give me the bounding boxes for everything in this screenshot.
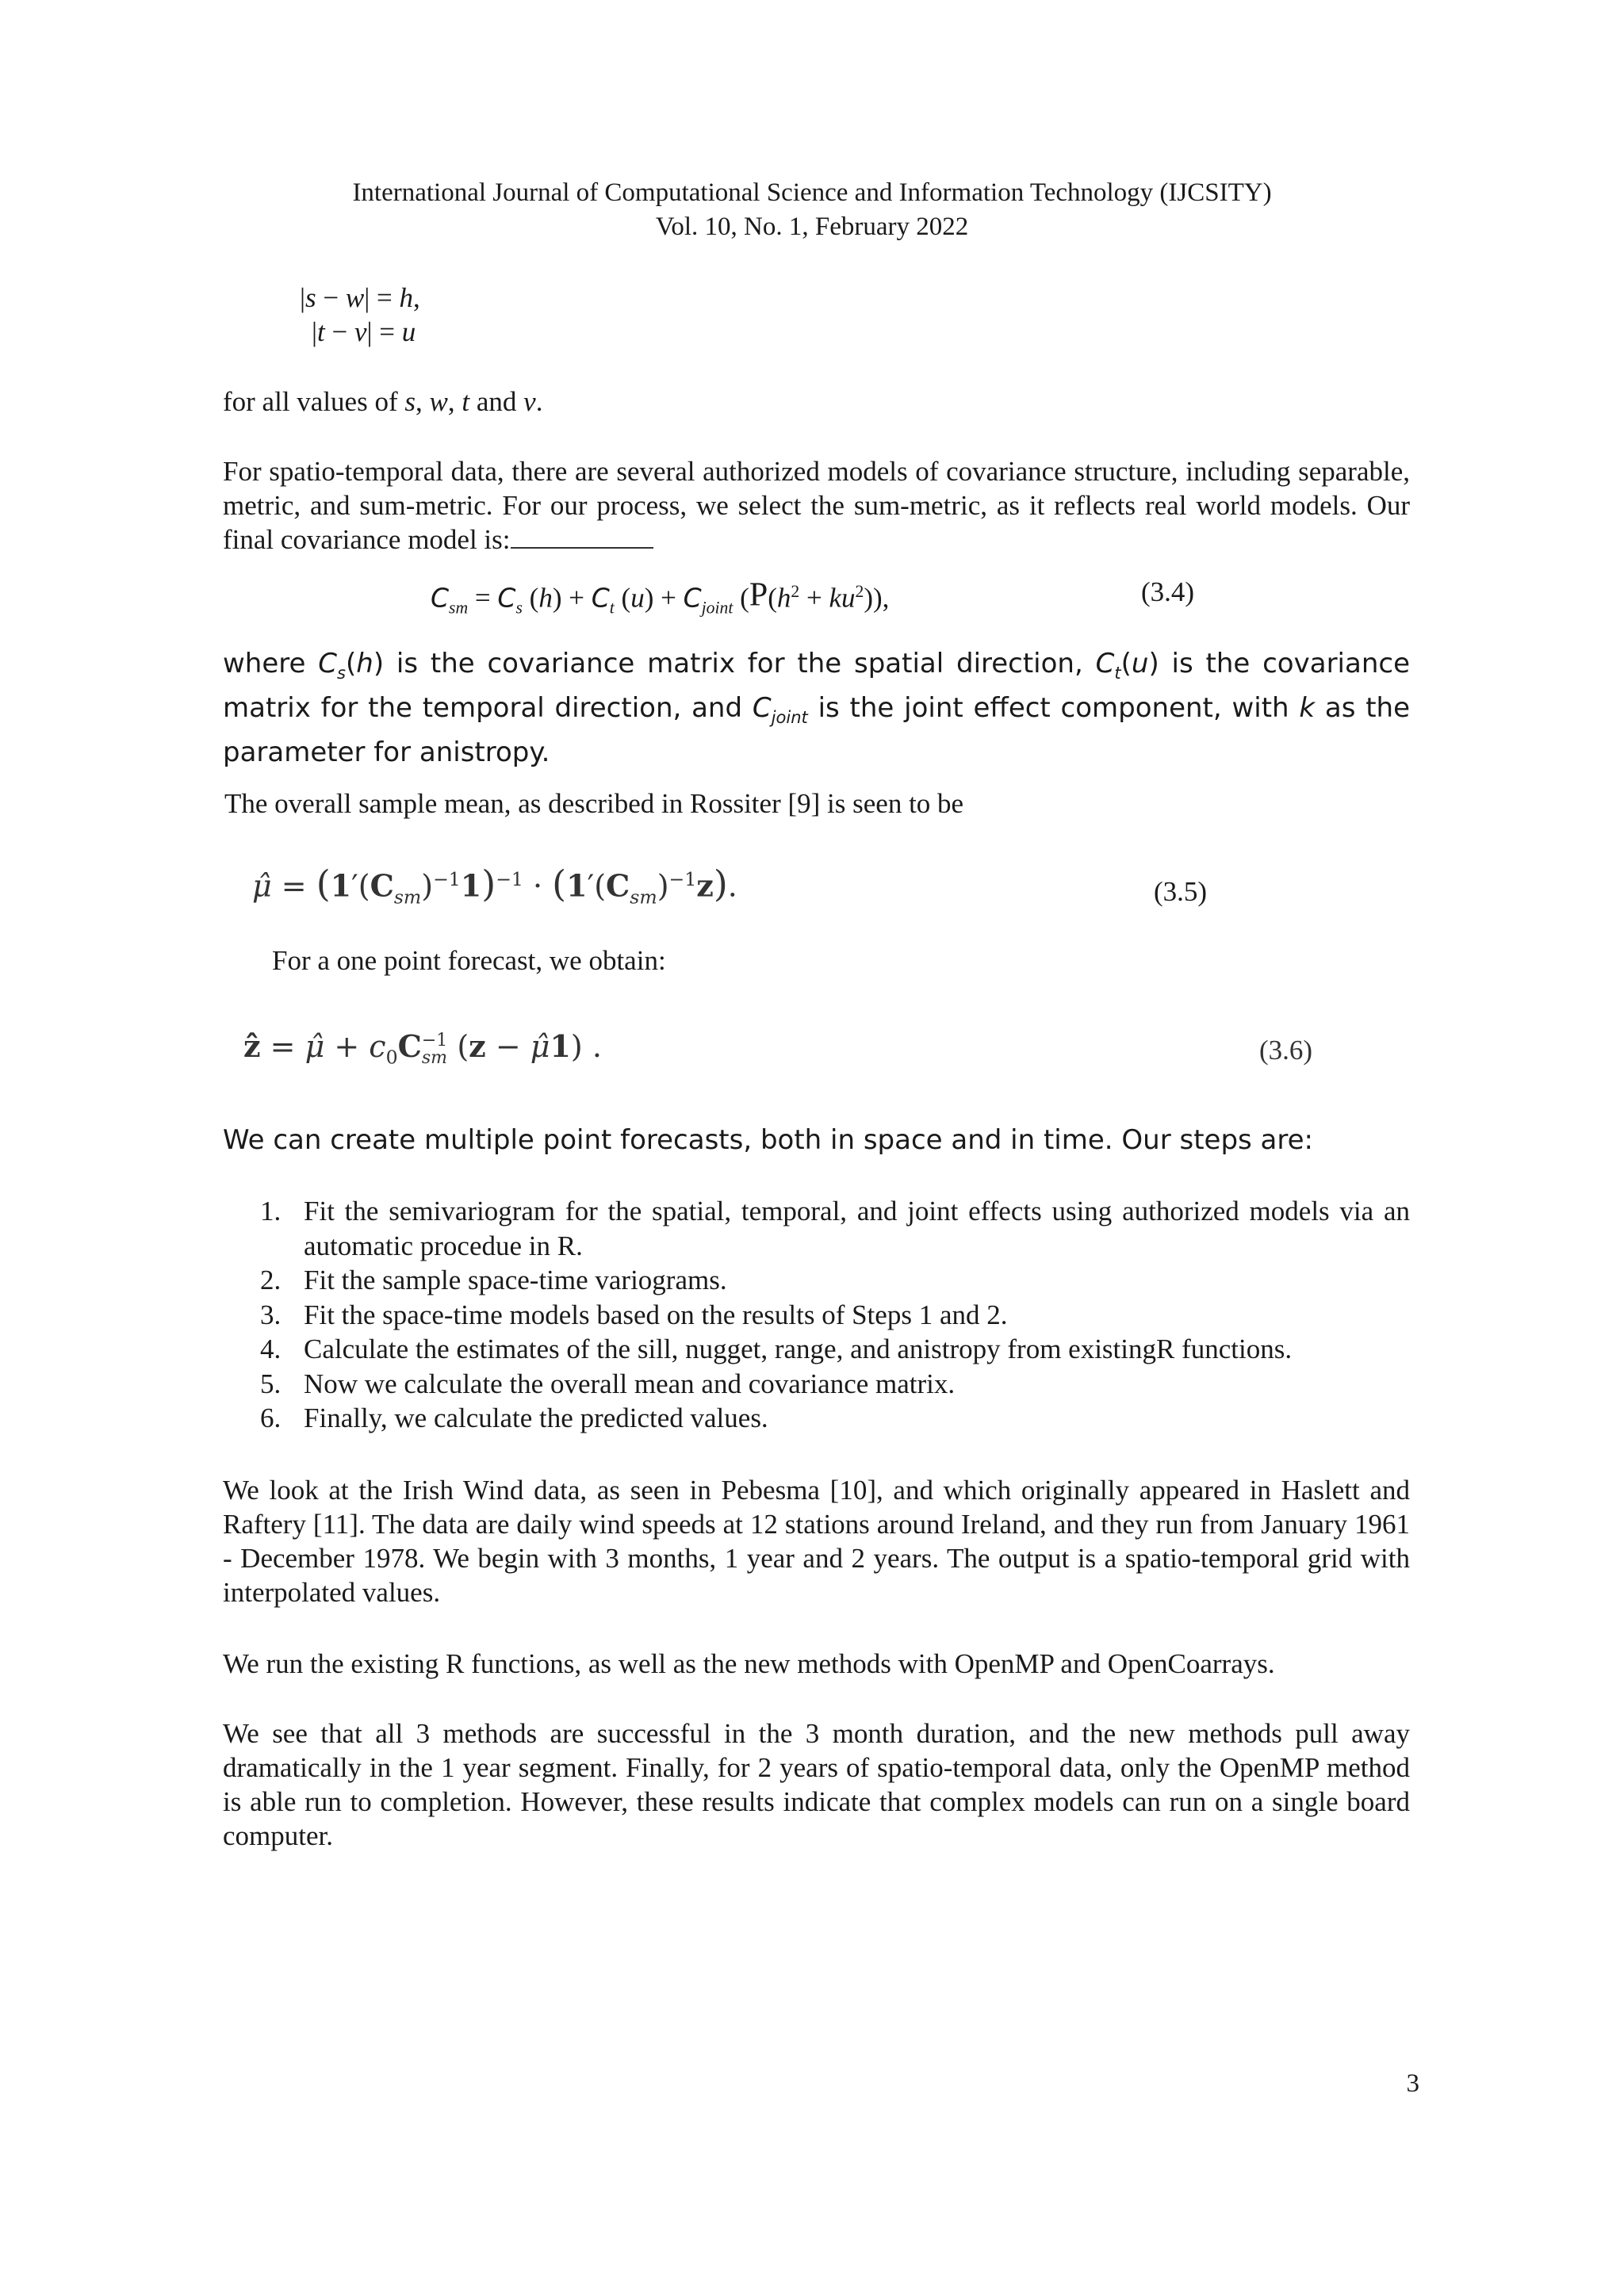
equation-3-6-number: (3.6): [1259, 1035, 1313, 1066]
journal-volume: Vol. 10, No. 1, February 2022: [655, 212, 969, 241]
equation-3-6: ẑ = μ̂ + $c_0C$ −1 sm (z − μ̂1) .: [243, 1028, 602, 1069]
paragraph-covariance-models: [223, 454, 1410, 557]
list-item: [260, 1194, 1410, 1263]
journal-title: International Journal of Computational Science and Information Technology (IJCSITY): [352, 178, 1272, 207]
equation-distance-time: |t − v| = u: [312, 316, 416, 347]
step-number: 1.: [260, 1196, 282, 1226]
equation-3-5: μ̂ = $(1'(C_{sm})^{-1}1)^{-1} \cdot (1'(C_{sm})^{-1}z)$.: [252, 862, 737, 909]
underline-mark: [511, 523, 653, 549]
paragraph-irish-wind: We look at the Irish Wind data, as seen in Pebesma [10], and which originally appeared in Haslett and Raftery [11]. The data are daily wind speeds at 12 stations around Ireland, and they run from January 1961 - December 1978. We begin with 3 months, 1 year and 2 years. The output is a spatio-temporal grid with interpolated values.: [223, 1475, 1410, 1608]
paragraph-results: We see that all 3 methods are successful in the 3 month duration, and the new methods pull away dramatically in the 1 year segment. Finally, for 2 years of spatio-temporal data, only the OpenMP method is able run to completion. However, these results indicate that complex models can run on a single board computer.: [223, 1718, 1410, 1851]
equation-distance-space: |s − w| = h,: [300, 282, 420, 313]
list-item: [260, 1367, 1410, 1402]
equation-3-4: $C_{sm} = C_s$ $(h) + C_t$ $(u) + C_{joint}$ $(P(h^2 + ku^2))$,: [431, 576, 890, 618]
paragraph-where: where $C_s(h)$ is the covariance matrix for the spatial direction, $C_t(u)$ is the covariance matrix for the temporal direction, and $C_{joint}$ is the joint effect component, with k as the parameter for anistropy.: [223, 648, 1410, 768]
paragraph-steps-intro: We can create multiple point forecasts, both in space and in time. Our steps are:: [223, 1124, 1313, 1156]
step-text: Fit the space-time models based on the results of Steps 1 and 2.: [304, 1299, 1008, 1330]
step-text: Now we calculate the overall mean and covariance matrix.: [304, 1368, 956, 1399]
paragraph-covariance-models-text: For spatio-temporal data, there are several authorized models of covariance structure, including separable, metric, and sum-metric. For our process, we select the sum-metric, as it reflects real world models. Our final covariance model is:: [223, 456, 1410, 555]
running-header: [0, 176, 1624, 244]
step-number: 4.: [260, 1334, 282, 1364]
paragraph-run-methods: We run the existing R functions, as well as the new methods with OpenMP and OpenCoarrays.: [223, 1648, 1275, 1679]
paragraph-one-point-forecast: For a one point forecast, we obtain:: [272, 945, 666, 976]
step-text: Fit the semivariogram for the spatial, temporal, and joint effects using authorized models via an automatic procedue in R.: [304, 1196, 1410, 1261]
paragraph-all-values: for all values of s, w, t and v.: [223, 386, 543, 417]
step-number: 3.: [260, 1299, 282, 1330]
page-number: 3: [1406, 2069, 1419, 2098]
list-item: [260, 1263, 1410, 1298]
step-text: Fit the sample space-time variograms.: [304, 1265, 727, 1295]
step-number: 6.: [260, 1402, 282, 1433]
list-item: [260, 1401, 1410, 1436]
equation-3-4-number: (3.4): [1141, 576, 1195, 607]
step-text: Calculate the estimates of the sill, nugget, range, and anistropy from existingR functions.: [304, 1334, 1293, 1364]
step-text: Finally, we calculate the predicted values.: [304, 1402, 768, 1433]
list-item: [260, 1332, 1410, 1367]
steps-list: [260, 1194, 1410, 1436]
step-number: 5.: [260, 1368, 282, 1399]
paragraph-sample-mean: The overall sample mean, as described in Rossiter [9] is seen to be: [224, 788, 964, 819]
step-number: 2.: [260, 1265, 282, 1295]
equation-3-5-number: (3.5): [1154, 876, 1208, 907]
list-item: [260, 1298, 1410, 1333]
